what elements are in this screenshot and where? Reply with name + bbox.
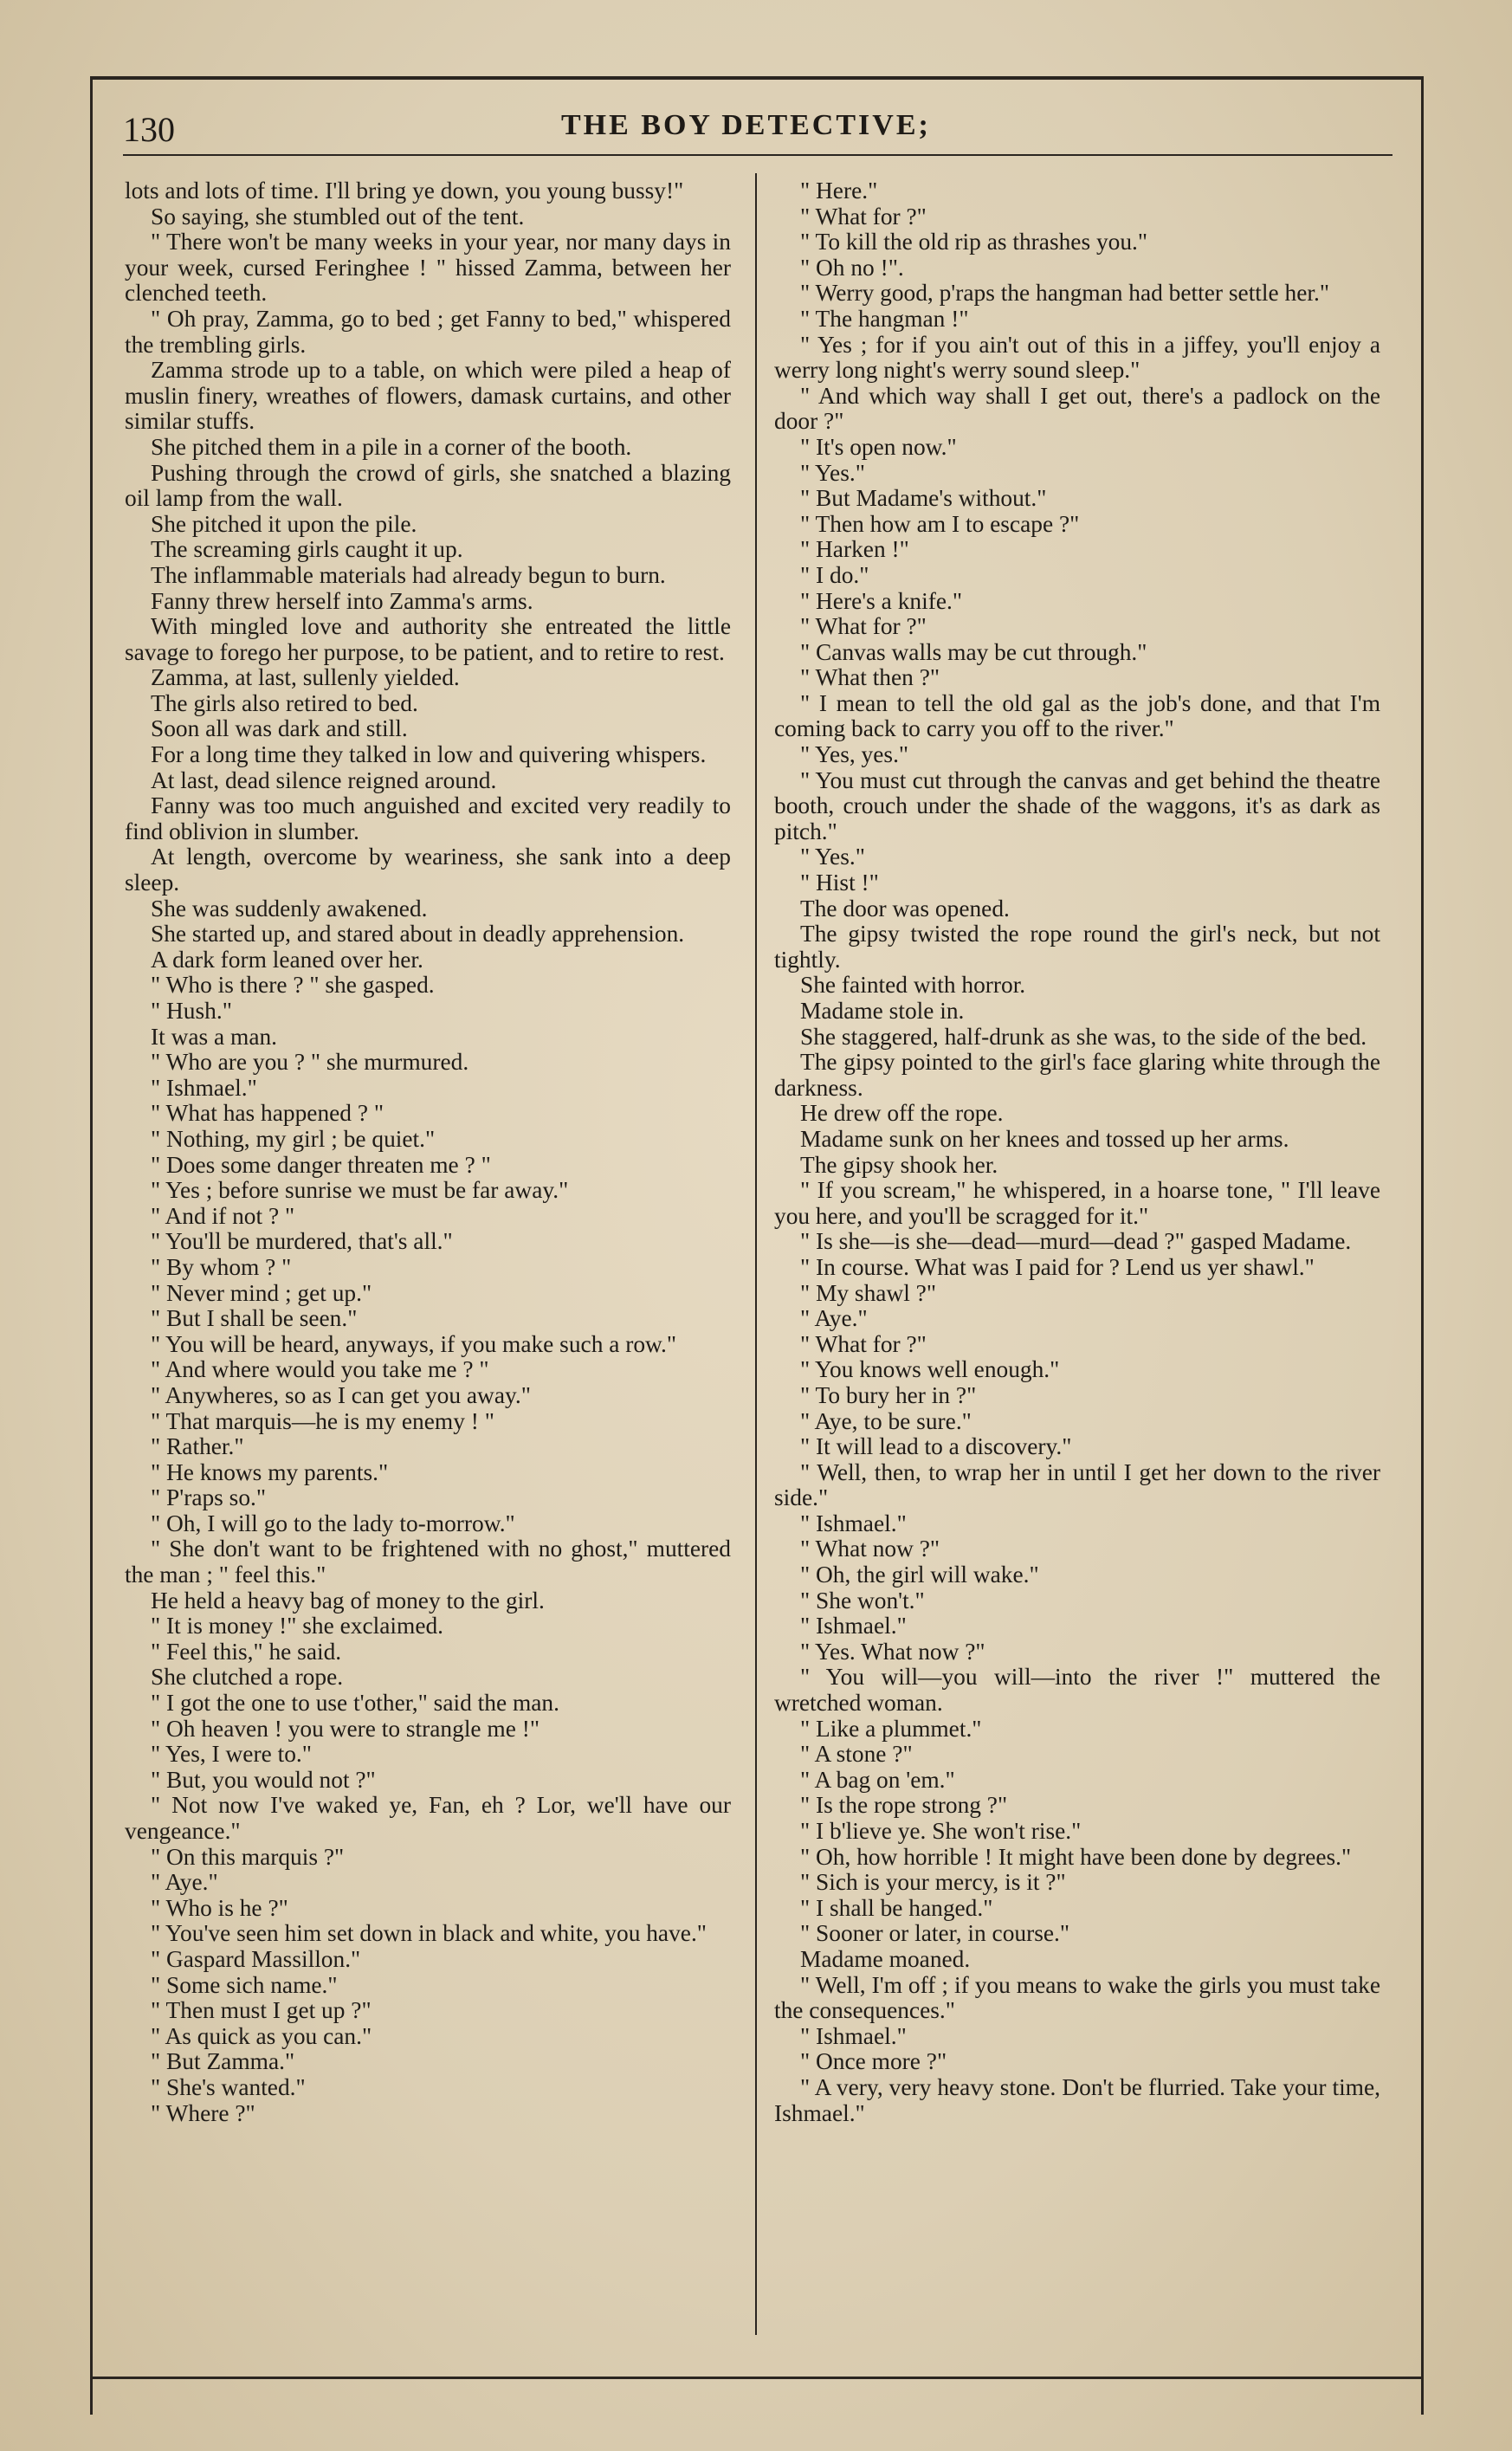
paragraph: So saying, she stumbled out of the tent. xyxy=(151,203,525,230)
paragraph: " Yes ; before sunrise we must be far away." xyxy=(151,1177,569,1204)
paragraph: " Aye." xyxy=(151,1869,218,1896)
paragraph: " Rather." xyxy=(151,1433,244,1460)
paragraph: " Aye." xyxy=(800,1305,868,1332)
paragraph: " Like a plummet." xyxy=(800,1715,982,1742)
paragraph: " Who are you ? " she murmured. xyxy=(151,1049,469,1076)
paragraph: " Ishmael." xyxy=(800,1510,907,1536)
paragraph: " You've seen him set down in black and white, you have." xyxy=(151,1920,707,1947)
paragraph: " She's wanted." xyxy=(151,2073,306,2100)
paragraph: Fanny threw herself into Zamma's arms. xyxy=(151,587,533,614)
paragraph: The girls also retired to bed. xyxy=(151,689,418,716)
right-text-column xyxy=(774,178,1380,2126)
paragraph: " There won't be many weeks in your year, nor many days in your week, cursed Feringhee ! " hissed Zamma, between her clenched teeth. xyxy=(125,229,731,307)
paragraph: " But Madame's without." xyxy=(800,485,1047,512)
paragraph: " Hist !" xyxy=(800,870,879,896)
paragraph: " Sooner or later, in course." xyxy=(800,1920,1070,1947)
paragraph: " Yes, I were to." xyxy=(151,1741,312,1768)
paragraph: " Harken !" xyxy=(800,536,909,563)
paragraph: Madame moaned. xyxy=(800,1945,971,1972)
paragraph: At length, overcome by weariness, she sank into a deep sleep. xyxy=(125,844,731,896)
paragraph: " Not now I've waked ye, Fan, eh ? Lor, we'll have our vengeance." xyxy=(125,1792,731,1844)
paragraph: " I mean to tell the old gal as the job's done, and that I'm coming back to carry you off to the river." xyxy=(774,689,1380,742)
paragraph: " Here." xyxy=(800,178,878,204)
paragraph: " Some sich name." xyxy=(151,1971,338,1998)
paragraph: " Oh, how horrible ! It might have been done by degrees." xyxy=(800,1843,1352,1870)
paragraph: " Yes, yes." xyxy=(800,741,909,768)
paragraph: " Gaspard Massillon." xyxy=(151,1945,361,1972)
top-frame-rule xyxy=(90,76,1424,80)
paragraph: " What has happened ? " xyxy=(151,1100,384,1127)
paragraph: " What for ?" xyxy=(800,1330,927,1357)
paragraph: lots and lots of time. I'll bring ye down, you young bussy!" xyxy=(125,178,684,204)
header-rule xyxy=(123,154,1392,156)
paragraph: " Then how am I to escape ?" xyxy=(800,510,1080,537)
paragraph: " But Zamma." xyxy=(151,2048,295,2075)
paragraph: " If you scream," he whispered, in a hoarse tone, " I'll leave you here, and you'll be scragged for it." xyxy=(774,1177,1380,1229)
paragraph: " Well, then, to wrap her in until I get her down to the river side." xyxy=(774,1458,1380,1511)
paragraph: Madame sunk on her knees and tossed up her arms. xyxy=(800,1125,1289,1152)
paragraph: He held a heavy bag of money to the girl. xyxy=(151,1587,545,1614)
paragraph: " Here's a knife." xyxy=(800,587,962,614)
paragraph: " Ishmael." xyxy=(800,1613,907,1639)
paragraph: " I do." xyxy=(800,561,869,588)
paragraph: " To kill the old rip as thrashes you." xyxy=(800,229,1148,255)
paragraph: " What for ?" xyxy=(800,613,927,640)
paragraph: She staggered, half-drunk as she was, to the side of the bed. xyxy=(800,1023,1367,1050)
paragraph: She fainted with horror. xyxy=(800,972,1026,999)
paragraph: " I got the one to use t'other," said the man. xyxy=(151,1690,559,1717)
paragraph: At last, dead silence reigned around. xyxy=(151,766,497,793)
paragraph: " But, you would not ?" xyxy=(151,1766,376,1793)
paragraph: " She won't." xyxy=(800,1587,925,1614)
paragraph: " Sich is your mercy, is it ?" xyxy=(800,1869,1066,1896)
paragraph: For a long time they talked in low and quivering whispers. xyxy=(151,741,707,768)
paragraph: With mingled love and authority she entreated the little savage to forego her purpose, to be patient, and to retire to rest. xyxy=(125,613,731,665)
paragraph: " Yes ; for if you ain't out of this in a jiffey, you'll enjoy a werry long night's werry sound sleep." xyxy=(774,331,1380,384)
paragraph: " Well, I'm off ; if you means to wake the girls you must take the consequences." xyxy=(774,1971,1380,2024)
paragraph: " You must cut through the canvas and get behind the theatre booth, crouch under the shade of the waggons, it's as dark as pitch." xyxy=(774,766,1380,844)
paragraph: " A bag on 'em." xyxy=(800,1766,955,1793)
running-title: THE BOY DETECTIVE; xyxy=(561,109,931,141)
paragraph: " On this marquis ?" xyxy=(151,1843,345,1870)
paragraph: " She don't want to be frightened with no ghost," muttered the man ; " feel this." xyxy=(125,1536,731,1588)
paragraph: " Oh, I will go to the lady to-morrow." xyxy=(151,1510,515,1536)
paragraph: " Yes." xyxy=(800,459,865,486)
paragraph: " It's open now." xyxy=(800,433,957,460)
paragraph: The gipsy shook her. xyxy=(800,1151,998,1178)
paragraph: " It is money !" she exclaimed. xyxy=(151,1613,444,1639)
paragraph: The screaming girls caught it up. xyxy=(151,536,463,563)
paragraph: She clutched a rope. xyxy=(151,1664,344,1691)
paragraph: The gipsy pointed to the girl's face glaring white through the darkness. xyxy=(774,1049,1380,1101)
bottom-frame-rule xyxy=(90,2377,1424,2379)
paragraph: " To bury her in ?" xyxy=(800,1381,977,1408)
paragraph: The door was opened. xyxy=(800,895,1010,922)
paragraph: " Nothing, my girl ; be quiet." xyxy=(151,1125,436,1152)
paragraph: " He knows my parents." xyxy=(151,1458,389,1485)
paragraph: " Then must I get up ?" xyxy=(151,1997,372,2024)
paragraph: " Canvas walls may be cut through." xyxy=(800,638,1147,665)
paragraph: " You will—you will—into the river !" muttered the wretched woman. xyxy=(774,1664,1380,1717)
paragraph: " Feel this," he said. xyxy=(151,1638,342,1665)
paragraph: " Aye, to be sure." xyxy=(800,1407,972,1434)
left-text-column xyxy=(125,178,731,2126)
paragraph: Madame stole in. xyxy=(800,998,965,1024)
paragraph: " Ishmael." xyxy=(151,1074,257,1101)
paragraph: " P'raps so." xyxy=(151,1484,267,1511)
paragraph: " You will be heard, anyways, if you make such a row." xyxy=(151,1330,677,1357)
paragraph: Pushing through the crowd of girls, she snatched a blazing oil lamp from the wall. xyxy=(125,459,731,512)
paragraph: " The hangman !" xyxy=(800,305,969,332)
paragraph: Fanny was too much anguished and excited very readily to find oblivion in slumber. xyxy=(125,792,731,844)
right-frame-rule xyxy=(1421,76,1424,2415)
paragraph: " What for ?" xyxy=(800,203,927,230)
paragraph: " Anywheres, so as I can get you away." xyxy=(151,1381,531,1408)
paragraph: " Who is he ?" xyxy=(151,1894,288,1921)
paragraph: " As quick as you can." xyxy=(151,2022,372,2049)
paragraph: " A very, very heavy stone. Don't be flurried. Take your time, Ishmael." xyxy=(774,2073,1380,2126)
paragraph: " My shawl ?" xyxy=(800,1279,937,1306)
paragraph: " Is the rope strong ?" xyxy=(800,1792,1008,1819)
column-divider xyxy=(755,173,757,2335)
paragraph: She was suddenly awakened. xyxy=(151,895,428,922)
paragraph: " Oh pray, Zamma, go to bed ; get Fanny to bed," whispered the trembling girls. xyxy=(125,305,731,358)
paragraph: A dark form leaned over her. xyxy=(151,946,423,973)
paragraph: " I b'lieve ye. She won't rise." xyxy=(800,1818,1082,1844)
paragraph: " Yes. What now ?" xyxy=(800,1638,985,1665)
page-number: 130 xyxy=(123,110,175,149)
paragraph: " Oh heaven ! you were to strangle me !" xyxy=(151,1715,540,1742)
paragraph: " What now ?" xyxy=(800,1536,940,1562)
paragraph: " You knows well enough." xyxy=(800,1356,1060,1383)
paragraph: Zamma, at last, sullenly yielded. xyxy=(151,664,460,691)
paragraph: Soon all was dark and still. xyxy=(151,715,408,742)
paragraph: She pitched it upon the pile. xyxy=(151,510,417,537)
paragraph: It was a man. xyxy=(151,1023,278,1050)
paragraph: Zamma strode up to a table, on which were piled a heap of muslin finery, wreathes of flowers, damask curtains, and other similar stuffs. xyxy=(125,357,731,435)
paragraph: " Yes." xyxy=(800,844,865,870)
paragraph: " Where ?" xyxy=(151,2099,255,2126)
paragraph: She pitched them in a pile in a corner of the booth. xyxy=(151,433,632,460)
paragraph: " But I shall be seen." xyxy=(151,1305,358,1332)
paragraph: " Oh, the girl will wake." xyxy=(800,1562,1039,1588)
paragraph: " A stone ?" xyxy=(800,1741,913,1768)
paragraph: " By whom ? " xyxy=(151,1253,292,1280)
paragraph: He drew off the rope. xyxy=(800,1100,1004,1127)
paragraph: " That marquis—he is my enemy ! " xyxy=(151,1407,494,1434)
paragraph: " Does some danger threaten me ? " xyxy=(151,1151,491,1178)
paragraph: " And if not ? " xyxy=(151,1202,295,1229)
paragraph: " And where would you take me ? " xyxy=(151,1356,489,1383)
paragraph: " In course. What was I paid for ? Lend us yer shawl." xyxy=(800,1253,1315,1280)
paragraph: " You'll be murdered, that's all." xyxy=(151,1228,453,1255)
paragraph: " Is she—is she—dead—murd—dead ?" gasped Madame. xyxy=(800,1228,1352,1255)
paragraph: " What then ?" xyxy=(800,664,940,691)
paragraph: " Oh no !". xyxy=(800,254,904,281)
paragraph: " I shall be hanged." xyxy=(800,1894,993,1921)
paragraph: The gipsy twisted the rope round the girl's neck, but not tightly. xyxy=(774,921,1380,973)
paragraph: " Once more ?" xyxy=(800,2048,947,2075)
paragraph: " Who is there ? " she gasped. xyxy=(151,972,435,999)
paragraph: " Ishmael." xyxy=(800,2022,907,2049)
paragraph: " It will lead to a discovery." xyxy=(800,1433,1072,1460)
paragraph: " Werry good, p'raps the hangman had better settle her." xyxy=(800,280,1330,307)
paragraph: " Hush." xyxy=(151,998,232,1024)
paragraph: She started up, and stared about in deadly apprehension. xyxy=(151,921,685,947)
paragraph: " Never mind ; get up." xyxy=(151,1279,372,1306)
paragraph: " And which way shall I get out, there's a padlock on the door ?" xyxy=(774,382,1380,435)
left-frame-rule xyxy=(90,76,93,2415)
paragraph: The inflammable materials had already begun to burn. xyxy=(151,561,666,588)
